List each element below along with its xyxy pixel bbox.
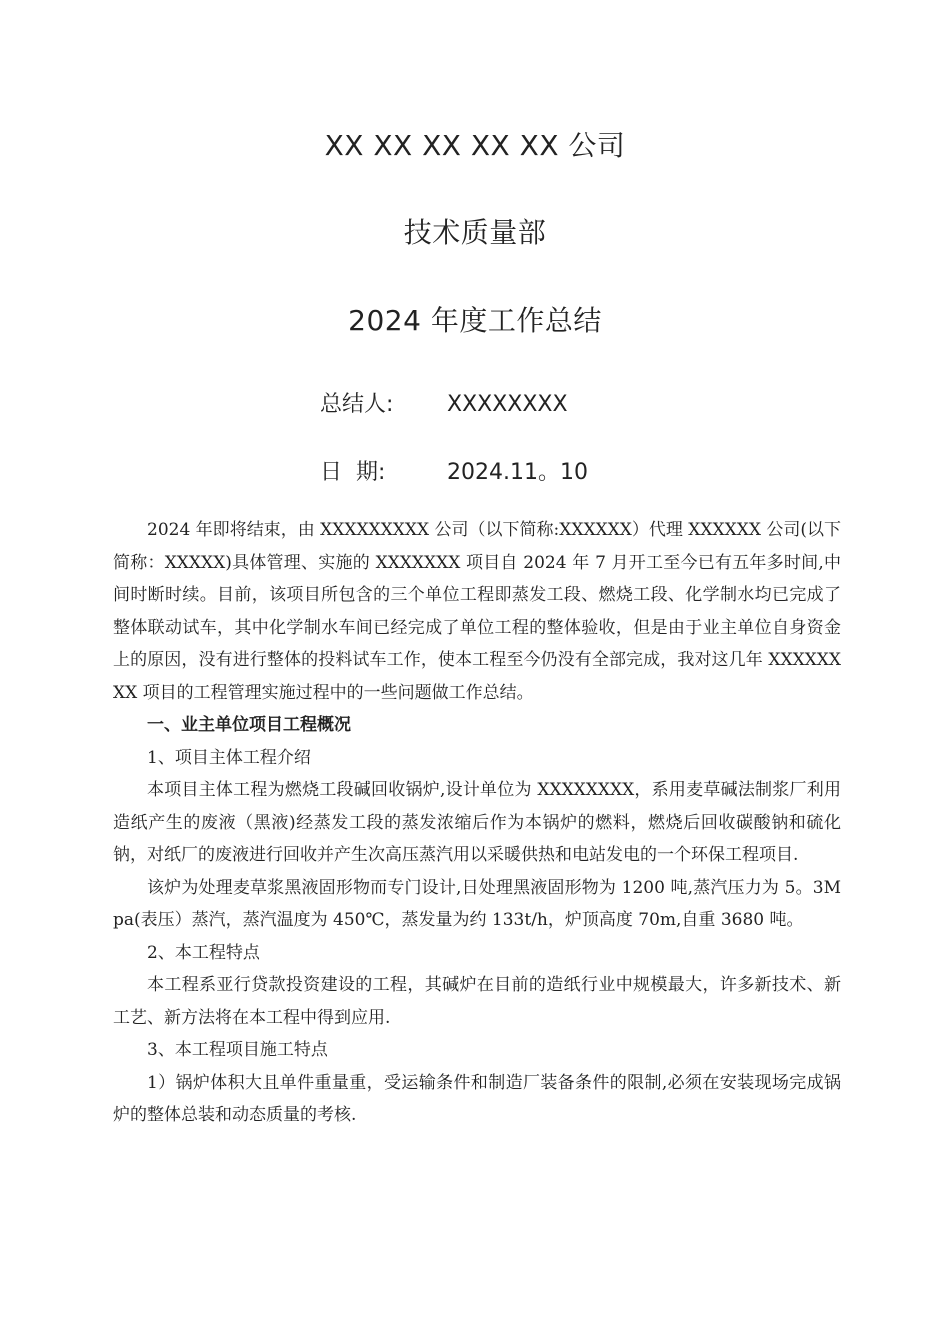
author-label: 总结人: (320, 392, 394, 417)
subsection-heading-1: 1、项目主体工程介绍 (147, 747, 311, 768)
body-paragraph: 本项目主体工程为燃烧工段碱回收锅炉,设计单位为 XXXXXXXX，系用麦草碱法制浆厂利用造纸产生的废液（黑液)经蒸发工段的蒸发浓缩后作为本锅炉的燃料，燃烧后回收碳酸钠和硫化钠，对纸厂的废液进行回收并产生次高压蒸汽用以采暖供热和电站发电的一个环保工程项目. (113, 780, 841, 865)
department-name: 技术质量部 (403, 216, 547, 249)
report-title: 2024 年度工作总结 (348, 304, 602, 337)
author-value: XXXXXXXX (447, 392, 568, 417)
section-heading-1: 一、业主单位项目工程概况 (147, 715, 351, 735)
subsection-heading-2: 2、本工程特点 (147, 942, 260, 963)
company-name: XX XX XX XX XX 公司 (324, 129, 626, 162)
body-paragraph: 1）锅炉体积大且单件重量重，受运输条件和制造厂装备条件的限制,必须在安装现场完成锅炉的整体总装和动态质量的考核. (113, 1072, 841, 1125)
date-label: 日 期: (320, 460, 386, 485)
date-value: 2024.11。10 (447, 460, 588, 485)
subsection-heading-3: 3、本工程项目施工特点 (147, 1040, 328, 1060)
intro-paragraph: 2024 年即将结束，由 XXXXXXXXX 公司（以下简称:XXXXXX）代理 XXXXXX 公司(以下简称：XXXXX)具体管理、实施的 XXXXXXX 项目自 2024 年 7 月开工至今已有五年多时间,中间时断时续。目前，该项目所包含的三个单位工程即蒸发工段、燃烧工段、化学制水均已完成了整体联动试车，其中化学制水车间已经完成了单位工程的整体验收，但是由于业主单位自身资金上的原因，没有进行整体的投料试车工作，使本工程至今仍没有全部完成，我对这几年 XXXXXXXX 项目的工程管理实施过程中的一些问题做工作总结。 (113, 520, 841, 703)
report-body (113, 514, 841, 1132)
body-paragraph: 该炉为处理麦草浆黑液固形物而专门设计,日处理黑液固形物为 1200 吨,蒸汽压力为 5。3Mpa(表压）蒸汽，蒸汽温度为 450℃，蒸发量为约 133t/h，炉顶高度 70m,自重 3680 吨。 (113, 877, 841, 930)
body-paragraph: 本工程系亚行贷款投资建设的工程，其碱炉在目前的造纸行业中规模最大，许多新技术、新工艺、新方法将在本工程中得到应用. (113, 975, 841, 1028)
